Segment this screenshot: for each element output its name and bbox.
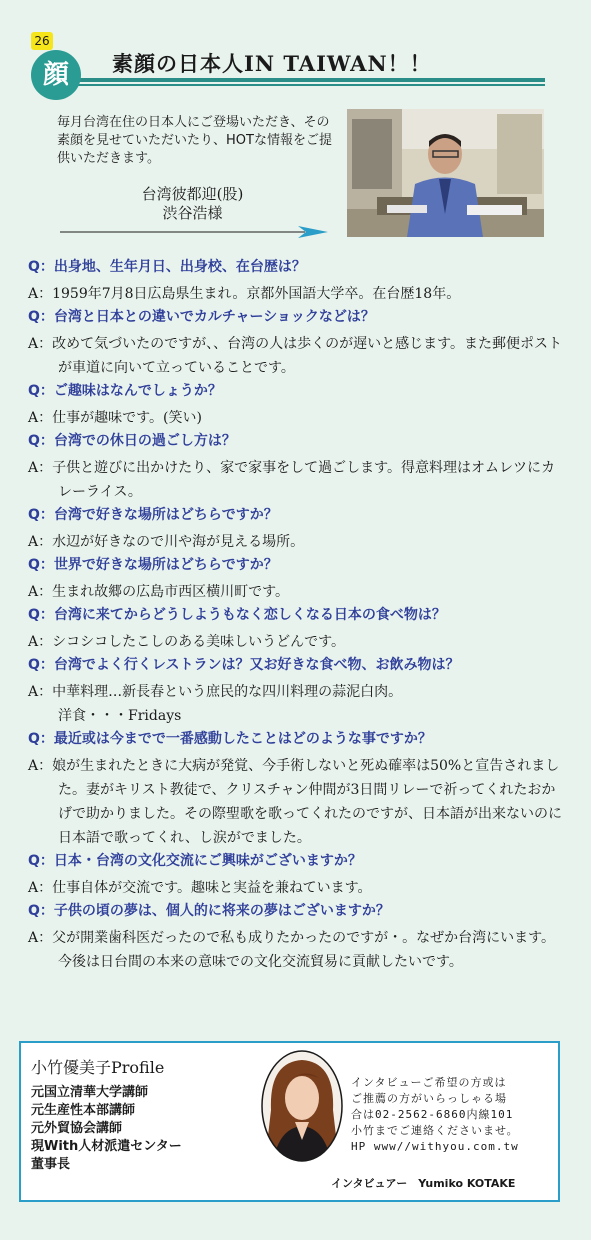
face-badge: 顔 [31,50,81,100]
question: Q：台湾で好きな場所はどちらですか？ [28,507,278,523]
intro-text: 毎月台湾在住の日本人にご登場いただき、その素顔を見せていただいたり、HOTな情報をご提供いただきます。 [57,115,332,166]
profile-role: 現With人材派遣センター [31,1139,182,1154]
answer: A：仕事自体が交流です。趣味と実益を兼ねています。 [28,880,372,896]
company-name: 台湾彼都迎(股) [141,185,244,203]
contact-info: インタビューご希望の方或は ご推薦の方がいらっしゃる場 合は02-2562-6860内線101 小竹までご連絡くださいませ。 HP www//withyou.com.tw [351,1076,519,1153]
title-rule-thin [70,84,545,86]
interviewee-name: 渋谷浩様 [162,204,223,222]
answer: A：水辺が好きなので川や海が見える場所。 [28,534,305,550]
answer: A：子供と遊びに出かけたり、家で家事をして過ごします。得意料理はオムレツにカレーライス。 [28,460,555,500]
title-rule [70,78,545,82]
question: Q：ご趣味はなんでしょうか？ [28,383,222,399]
profile-role: 元外貿協会講師 [31,1121,123,1136]
question: Q：台湾に来てからどうしようもなく恋しくなる日本の食べ物は？ [28,607,446,623]
answer: A：娘が生まれたときに大病が発覚、今手術しないと死ぬ確率は50%と宣告されました。妻がキリスト教徒で、クリスチャン仲間が3日間リレーで祈ってくれたおかげで助かりました。その際聖歌を歌ってくれたのですが、日本語が出来ないのに日本語で歌ってくれ、し涙がでました。 [28,758,562,846]
answer: A：中華料理…新長春という庶民的な四川料理の蒜泥白肉。 洋食・・・Fridays [28,684,403,724]
question: Q：子供の頃の夢は、個人的に将来の夢はございますか？ [28,903,390,919]
profile-role: 董事長 [31,1157,71,1172]
answer: A：改めて気づいたのですが、、台湾の人は歩くのが遅いと感じます。また郵便ポストが車道に向いて立っていることです。 [28,336,562,376]
interviewer-profile [19,1041,560,1202]
profile-role: 元国立清華大学講師 [31,1085,149,1100]
question: Q：最近或は今までで一番感動したことはどのような事ですか？ [28,731,432,747]
title-bar [70,48,550,88]
question: Q：世界で好きな場所はどちらですか？ [28,557,278,573]
profile-role: 元生産性本部講師 [31,1103,136,1118]
profile-title: 小竹優美子Profile [31,1058,165,1077]
arrow-decoration [60,224,330,240]
interviewee-photo [347,109,544,237]
page-number: 26 [31,32,53,50]
interviewee-block [60,185,325,223]
interviewer-portrait [261,1050,343,1162]
question: Q：出身地、生年月日、出身校、在台歴は？ [28,259,306,275]
question: Q：台湾での休日の過ごし方は？ [28,433,236,449]
answer: A：シコシコしたこしのある美味しいうどんです。 [28,634,345,650]
page-title: 素顔の日本人IN TAIWAN！！ [112,51,432,76]
question: Q：台湾でよく行くレストランは？又お好きな食べ物、お飲み物は？ [28,657,460,673]
answer: A：仕事が趣味です。(笑い) [28,410,202,426]
question: Q：台湾と日本との違いでカルチャーショックなどは？ [28,309,375,325]
answer: A：生まれ故郷の広島市西区横川町です。 [28,584,289,600]
interviewer-caption: インタビュアー Yumiko KOTAKE [331,1177,516,1190]
question: Q：日本・台湾の文化交流にご興味がございますか？ [28,853,362,869]
interview-qa [28,258,568,976]
profile-roles [31,1084,182,1174]
answer: A：父が開業歯科医だったので私も成りたかったのですが・。なぜか台湾にいます。今後は日台間の本来の意味での文化交流貿易に貢献したいです。 [28,930,555,970]
answer: A：1959年7月8日広島県生まれ。京都外国語大学卒。在台歴18年。 [28,286,461,302]
